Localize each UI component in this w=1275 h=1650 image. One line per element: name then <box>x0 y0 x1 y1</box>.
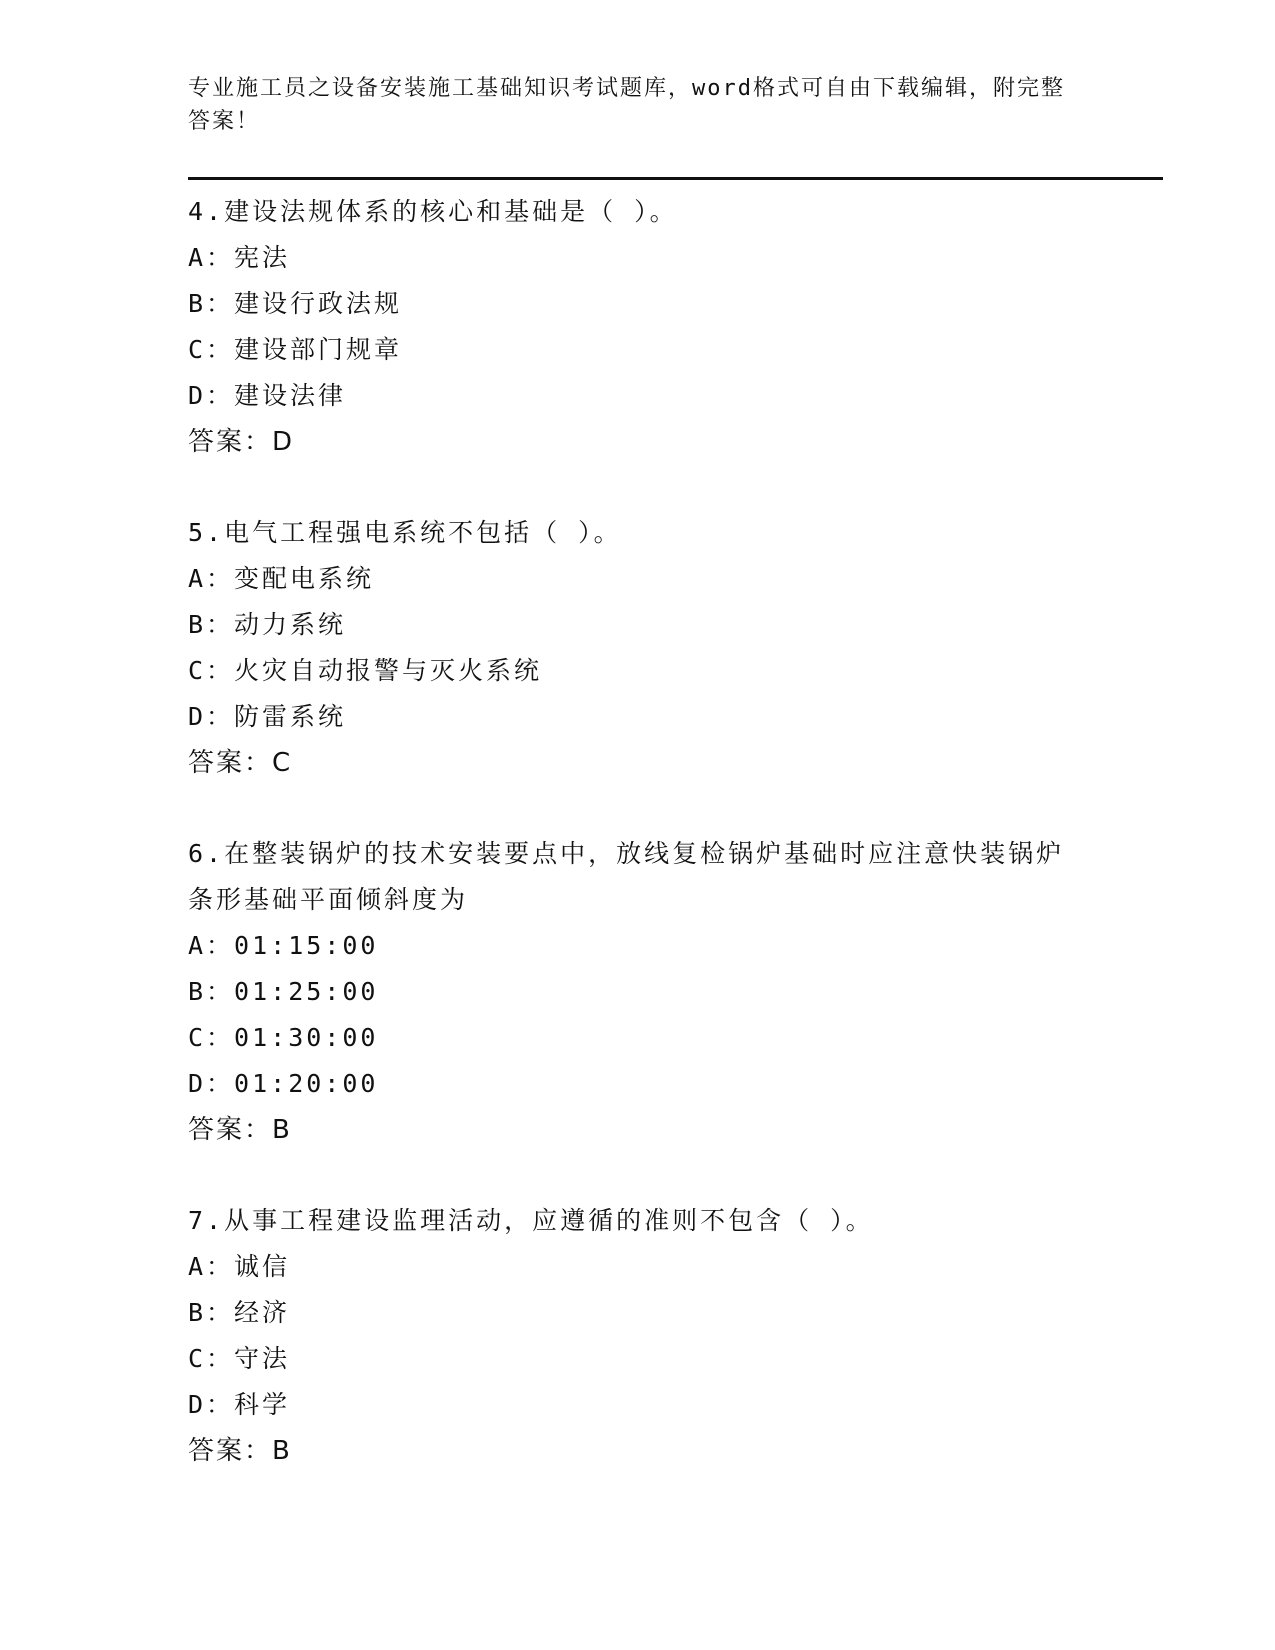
option-b: B：动力系统 <box>188 610 347 639</box>
option-b: B：经济 <box>188 1298 291 1327</box>
option-d: D：防雷系统 <box>188 702 347 731</box>
option-c: C：守法 <box>188 1344 291 1373</box>
question-block <box>188 189 1088 465</box>
header-divider <box>188 177 1163 180</box>
option-d: D：01:20:00 <box>188 1069 379 1098</box>
option-a: A：诚信 <box>188 1252 291 1281</box>
answer-line: 答案：B <box>188 1436 292 1466</box>
answer-line: 答案：B <box>188 1115 292 1145</box>
option-d: D：建设法律 <box>188 381 347 410</box>
option-a: A：01:15:00 <box>188 931 379 960</box>
document-header-text: 专业施工员之设备安装施工基础知识考试题库，word格式可自由下载编辑，附完整答案！ <box>188 76 1065 134</box>
option-c: C：建设部门规章 <box>188 335 403 364</box>
option-b: B：01:25:00 <box>188 977 379 1006</box>
question-block <box>188 510 1088 786</box>
option-c: C：火灾自动报警与灭火系统 <box>188 656 543 685</box>
answer-line: 答案：D <box>188 427 295 457</box>
question-block <box>188 831 1088 1153</box>
question-stem: 6.在整装锅炉的技术安装要点中，放线复检锅炉基础时应注意快装锅炉条形基础平面倾斜度为 <box>188 839 1065 914</box>
option-b: B：建设行政法规 <box>188 289 403 318</box>
question-stem: 5.电气工程强电系统不包括（ ）。 <box>188 518 622 547</box>
answer-line: 答案：C <box>188 748 293 778</box>
option-d: D：科学 <box>188 1390 291 1419</box>
question-stem: 7.从事工程建设监理活动，应遵循的准则不包含（ ）。 <box>188 1206 874 1235</box>
question-stem: 4.建设法规体系的核心和基础是（ ）。 <box>188 197 678 226</box>
question-block <box>188 1198 1088 1474</box>
option-c: C：01:30:00 <box>188 1023 379 1052</box>
option-a: A：变配电系统 <box>188 564 375 593</box>
option-a: A：宪法 <box>188 243 291 272</box>
